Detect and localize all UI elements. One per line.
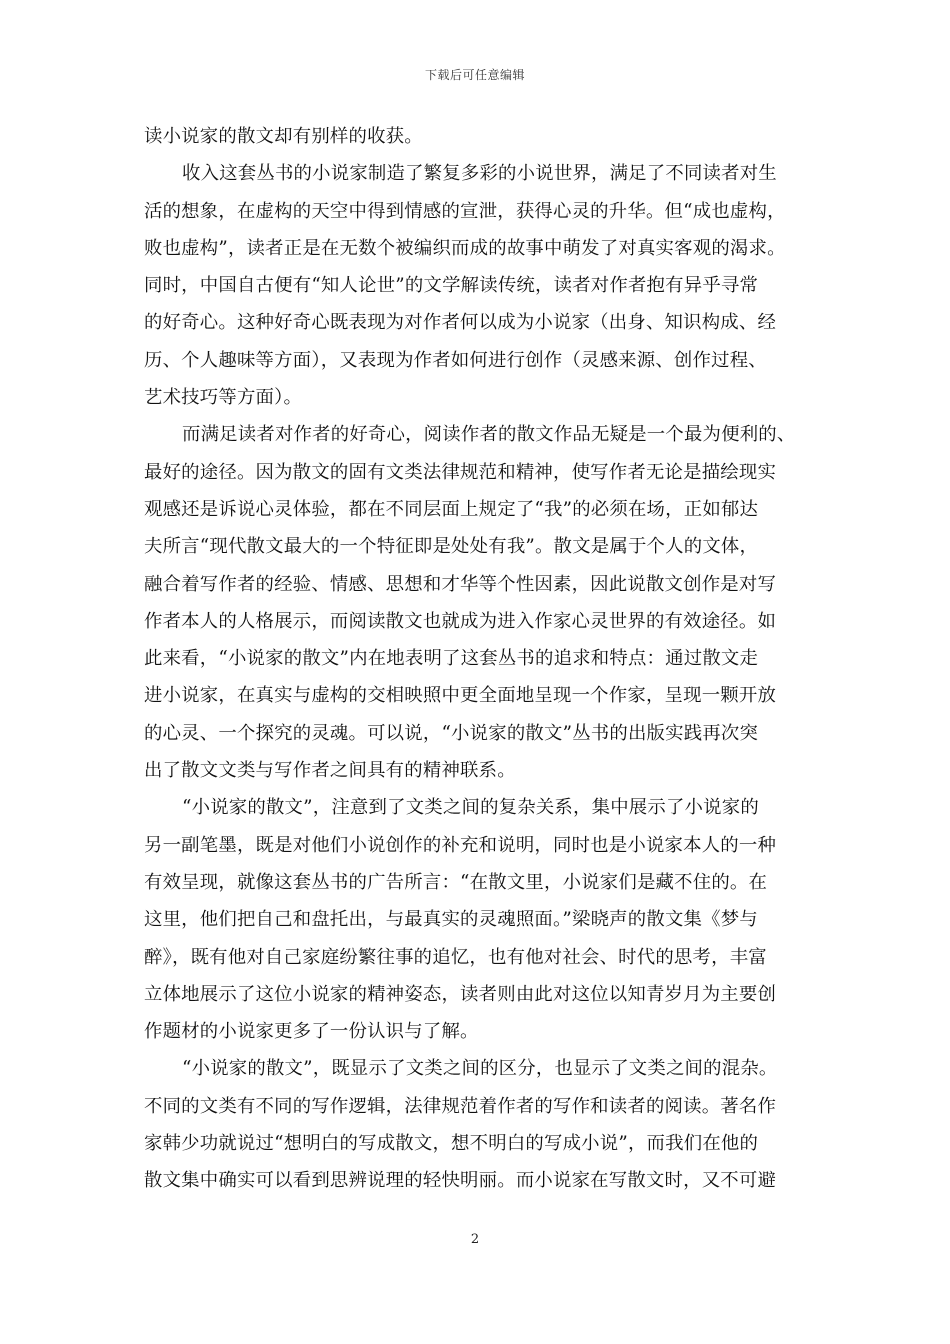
- text-line: 而满足读者对作者的好奇心，阅读作者的散文作品无疑是一个最为便利的、: [182, 424, 796, 446]
- text-line: 作题材的小说家更多了一份认识与了解。: [144, 1021, 479, 1043]
- text-line: 夫所言“现代散文最大的一个特征即是处处有我”。散文是属于个人的文体，: [144, 536, 759, 558]
- text-line: 有效呈现，就像这套丛书的广告所言：“在散文里，小说家们是藏不住的。在: [144, 871, 768, 893]
- text-line: 艺术技巧等方面）。: [144, 387, 303, 409]
- text-line: 此来看，“小说家的散文”内在地表明了这套丛书的追求和特点：通过散文走: [144, 648, 759, 670]
- paragraph: [144, 789, 814, 1050]
- document-body: [144, 118, 814, 1200]
- text-line: 同时，中国自古便有“知人论世”的文学解读传统，读者对作者抱有异乎寻常: [144, 275, 759, 297]
- text-line: 观感还是诉说心灵体验，都在不同层面上规定了“我”的必须在场，正如郁达: [144, 498, 759, 520]
- paragraph: [144, 118, 814, 155]
- page-header: 下载后可任意编辑: [424, 68, 525, 82]
- page-number: 2: [470, 1232, 480, 1247]
- text-line: 立体地展示了这位小说家的精神姿态，读者则由此对这位以知青岁月为主要创: [144, 983, 777, 1005]
- text-line: “小说家的散文”，注意到了文类之间的复杂关系，集中展示了小说家的: [182, 797, 759, 819]
- paragraph: [144, 155, 814, 416]
- text-line: 的好奇心。这种好奇心既表现为对作者何以成为小说家（出身、知识构成、经: [144, 312, 777, 334]
- text-line: 的心灵、一个探究的灵魂。可以说，“小说家的散文”丛书的出版实践再次突: [144, 722, 759, 744]
- text-line: 融合着写作者的经验、情感、思想和才华等个性因素，因此说散文创作是对写: [144, 573, 777, 595]
- text-line: 活的想象，在虚构的天空中得到情感的宣泄，获得心灵的升华。但“成也虚构，: [144, 200, 786, 222]
- text-line: 出了散文文类与写作者之间具有的精神联系。: [144, 760, 516, 782]
- text-line: 另一副笔墨，既是对他们小说创作的补充和说明，同时也是小说家本人的一种: [144, 834, 777, 856]
- text-line: 作者本人的人格展示，而阅读散文也就成为进入作家心灵世界的有效途径。如: [144, 610, 777, 632]
- text-line: “小说家的散文”，既显示了文类之间的区分，也显示了文类之间的混杂。: [182, 1058, 778, 1080]
- paragraph: [144, 416, 814, 789]
- text-line: 醉》，既有他对自己家庭纷繁往事的追忆，也有他对社会、时代的思考，丰富: [144, 946, 767, 968]
- text-line: 不同的文类有不同的写作逻辑，法律规范着作者的写作和读者的阅读。著名作: [144, 1095, 777, 1117]
- text-line: 败也虚构”，读者正是在无数个被编织而成的故事中萌发了对真实客观的渴求。: [144, 237, 786, 259]
- text-line: 读小说家的散文却有别样的收获。: [144, 126, 423, 147]
- text-line: 这里，他们把自己和盘托出，与最真实的灵魂照面。”梁晓声的散文集《梦与: [144, 909, 758, 931]
- text-line: 家韩少功就说过“想明白的写成散文，想不明白的写成小说”，而我们在他的: [144, 1133, 759, 1155]
- text-line: 进小说家，在真实与虚构的交相映照中更全面地呈现一个作家，呈现一颗开放: [144, 685, 777, 707]
- text-line: 历、个人趣味等方面），又表现为作者如何进行创作（灵感来源、创作过程、: [144, 349, 767, 371]
- text-line: 散文集中确实可以看到思辨说理的轻快明丽。而小说家在写散文时，又不可避: [144, 1170, 777, 1192]
- text-line: 收入这套丛书的小说家制造了繁复多彩的小说世界，满足了不同读者对生: [182, 163, 777, 185]
- text-line: 最好的途径。因为散文的固有文类法律规范和精神，使写作者无论是描绘现实: [144, 461, 777, 483]
- paragraph: [144, 1050, 814, 1199]
